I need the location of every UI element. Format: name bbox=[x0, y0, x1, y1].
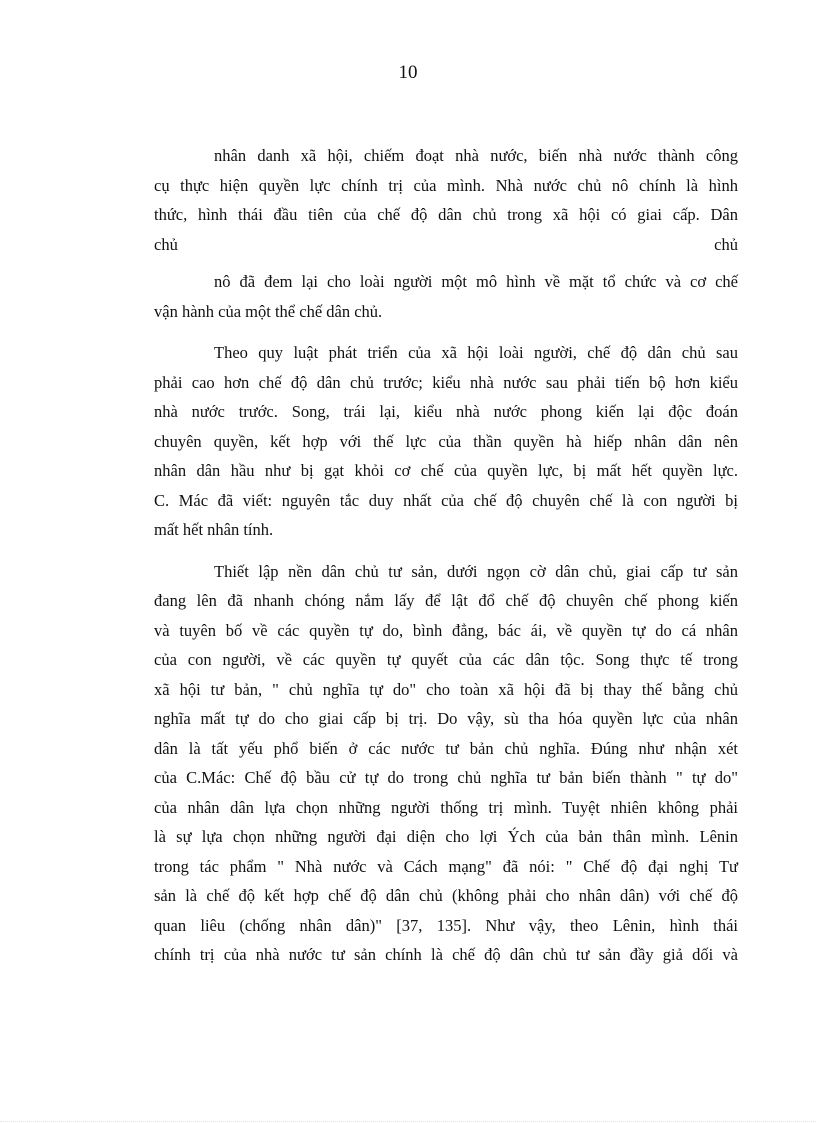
text-line: quan liêu (chống nhân dân)" [37, 135]. Như vậy, theo Lênin, hình thái bbox=[154, 915, 738, 935]
text-line: chuyên quyền, kết hợp với thế lực của thần quyền hà hiếp nhân dân nên bbox=[154, 431, 738, 451]
text-line: nhân dân hầu như bị gạt khỏi cơ chế của quyền lực, bị mất hết quyền lực. bbox=[154, 461, 738, 480]
text-line: là sự lựa chọn những người đại diện cho lợi Ých của bản thân mình. Lênin bbox=[154, 827, 738, 846]
text-line: nghĩa mất tự do cho giai cấp bị trị. Do vậy, sù tha hóa quyền lực của nhân bbox=[154, 709, 738, 728]
text-line: nô đã đem lại cho loài người một mô hình về mặt tổ chức và cơ chế bbox=[214, 272, 738, 291]
text-line: cụ thực hiện quyền lực chính trị của mình. Nhà nước chủ nô chính là hình bbox=[154, 175, 738, 195]
text-line: thức, hình thái đầu tiên của chế độ dân chủ trong xã hội có giai cấp. Dân bbox=[154, 205, 738, 224]
text-line: phải cao hơn chế độ dân chủ trước; kiểu nhà nước sau phải tiến bộ hơn kiểu bbox=[154, 372, 738, 392]
paragraph-1 bbox=[154, 141, 738, 259]
text-line: sản là chế độ kết hợp chế độ dân chủ (không phải cho nhân dân) với chế độ bbox=[154, 886, 738, 905]
text-line: nhân danh xã hội, chiếm đoạt nhà nước, biến nhà nước thành công bbox=[214, 146, 738, 165]
page-number-text: 10 bbox=[398, 62, 418, 83]
split-text-line bbox=[154, 230, 738, 260]
paragraph-2 bbox=[154, 267, 738, 326]
text-line: nhà nước trước. Song, trái lại, kiểu nhà nước phong kiến lại độc đoán bbox=[154, 402, 738, 421]
text-line: dân là tất yếu phổ biến ở các nước tư bản chủ nghĩa. Đúng như nhận xét bbox=[154, 738, 738, 758]
text-line: của nhân dân lựa chọn những người thống trị mình. Tuyệt nhiên không phải bbox=[154, 797, 738, 817]
text-line: của C.Mác: Chế độ bầu cử tự do trong chủ nghĩa tư bản biến thành " tự do" bbox=[154, 768, 738, 787]
text-line: vận hành của một thể chế dân chủ. bbox=[154, 301, 383, 321]
split-left-word: chủ bbox=[154, 234, 178, 254]
text-line: chính trị của nhà nước tư sản chính là chế độ dân chủ tư sản đầy giả dối và bbox=[154, 945, 738, 964]
paragraph-3 bbox=[154, 338, 738, 545]
text-line: C. Mác đã viết: nguyên tắc duy nhất của chế độ chuyên chế là con người bị bbox=[154, 490, 738, 510]
split-right-word: chủ bbox=[714, 234, 738, 254]
document-body bbox=[154, 141, 738, 970]
text-line: trong tác phẩm " Nhà nước và Cách mạng" đã nói: " Chế độ đại nghị Tư bbox=[154, 856, 738, 876]
text-line: đang lên đã nhanh chóng nắm lấy để lật đổ chế độ chuyên chế phong kiến bbox=[154, 591, 738, 610]
paragraph-4 bbox=[154, 557, 738, 970]
text-line: Thiết lập nền dân chủ tư sản, dưới ngọn cờ dân chủ, giai cấp tư sản bbox=[214, 561, 738, 581]
text-line: của con người, về các quyền tự quyết của các dân tộc. Song thực tế trong bbox=[154, 650, 738, 669]
text-line: xã hội tư bản, " chủ nghĩa tự do" cho toàn xã hội đã bị thay thế bằng chủ bbox=[154, 679, 738, 699]
text-line: mất hết nhân tính. bbox=[154, 520, 274, 539]
text-line: Theo quy luật phát triển của xã hội loài người, chế độ dân chủ sau bbox=[214, 343, 738, 362]
text-line: và tuyên bố về các quyền tự do, bình đẳng, bác ái, về quyền tự do cá nhân bbox=[154, 620, 738, 640]
page-number bbox=[0, 62, 816, 84]
